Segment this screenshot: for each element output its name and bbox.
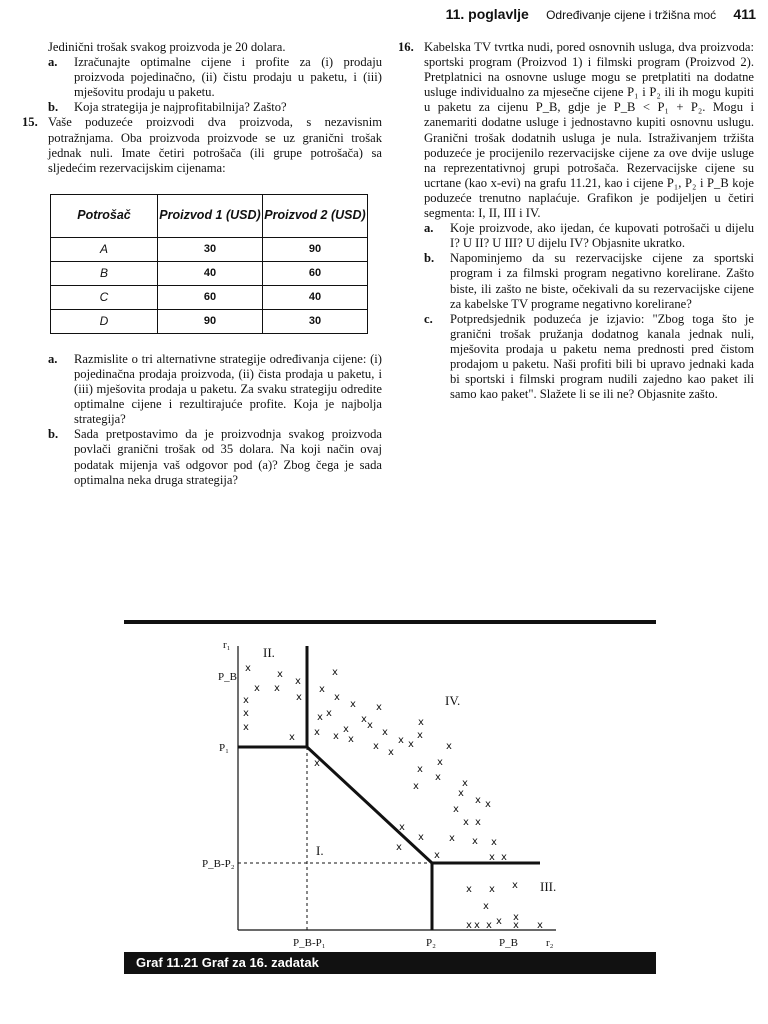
reservation-price-marker: x [388,747,394,758]
item-label: b. [424,251,435,266]
reservation-price-marker: x [512,880,518,891]
reservation-price-marker: x [417,730,423,741]
reservation-price-marker: x [332,667,338,678]
reservation-price-marker: x [254,683,260,694]
table-row [51,237,368,261]
reservation-price-marker: x [418,717,424,728]
item-label: a. [48,55,58,70]
reservation-price-marker: x [243,695,249,706]
table-cell: A [51,237,158,261]
question-16a-text: Koje proizvode, ako ijedan, će kupovati potrošači u dijelu I? U II? U III? U dijelu IV? Objasnite ukratko. [450,221,754,251]
reservation-price-marker: x [446,741,452,752]
chapter-label: 11. poglavlje [445,6,529,22]
question-16-text: Kabelska TV tvrtka nudi, pored osnovnih usluga, dva proizvoda: sportski program (Proizvod 1) i filmski program (Proizvod 2). Pretplatnici na osnovne usluge mogu se pretplatiti na dodatne usluge individualno za mjesečne cijene P₁ i P₂ ili ih mogu kupiti u paketu za cijenu P_B, gdje je P_B < P₁ + P₂. Mogu i zanemariti dodatne usluge i jednostavno kupiti osnovnu uslugu. Granični trošak dodatnih usluga je nula. Istraživanjem tržišta poduzeće je procijenilo rezervacijske cijene za ove dvije usluge na reprezentativnoj grupi potrošača. Rezervacijske cijene su ucrtane (kao x-evi) na grafu 11.21, kao i cijene P₁, P₂ i P_B koje poduzeće trenutno naplaćuje. Grafikon je podijeljen u četiri segmenta: I, II, III i IV. [424,40,754,221]
reservation-price-marker: x [434,850,440,861]
y-tick-pb-p2: P_B-P₂ [202,858,235,870]
reservation-price-marker: x [475,795,481,806]
table-cell: 40 [158,261,263,285]
item-label: b. [48,100,59,115]
right-column [398,40,754,402]
question-16b-text: Napominjemo da su rezervacijske cijene za sportski program i za filmski program negativno korelirane. Zašto biste, ili zašto ne biste, očekivali da su rezervacijske cijene za kabelske TV programe negativno korelirane? [450,251,754,311]
y-tick-pb: P_B [218,671,237,683]
question-15a-text: Razmislite o tri alternativne strategije određivanja cijene: (i) pojedinačna prodaja proizvoda, (ii) čista prodaja u paketu, i (iii) mješovita prodaja u paketu. Za svaku strategiju odredite optimalne cijene i rezultirajuće profite. Koja je najbolja strategija? [74,351,382,427]
reservation-price-marker: x [491,837,497,848]
question-number: 16. [398,40,414,54]
reservation-price-marker: x [326,708,332,719]
reservation-price-marker: x [475,817,481,828]
left-column [22,40,382,488]
reservation-price-marker: x [463,817,469,828]
reservation-price-marker: x [472,836,478,847]
reservation-price-marker: x [466,920,472,931]
table-cell: C [51,285,158,309]
boundary-bundle [307,747,432,863]
reservation-price-marker: x [296,692,302,703]
reservation-price-table [50,194,368,334]
reservation-price-marker: x [243,708,249,719]
reservation-price-marker: x [398,735,404,746]
reservation-price-marker: x [474,920,480,931]
region-label-1: I. [316,843,324,858]
table-cell: D [51,309,158,333]
reservation-price-marker: x [513,912,519,923]
table-cell: 90 [158,309,263,333]
question-15 [22,115,382,175]
region-label-2: II. [263,645,275,660]
y-tick-p1: P₁ [219,742,229,754]
table-header: Proizvod 1 (USD) [158,194,263,237]
reservation-price-marker: x [245,663,251,674]
reservation-price-marker: x [466,884,472,895]
reservation-price-marker: x [314,758,320,769]
table-cell: 40 [263,285,368,309]
question-14a-text: Izračunajte optimalne cijene i profite za (i) prodaju proizvoda pojedinačno, (ii) čistu prodaju u paketu, i (iii) mješovitu prodaju u paketu. [74,55,382,100]
table-row [51,261,368,285]
reservation-price-marker: x [486,920,492,931]
reservation-price-marker: x [413,781,419,792]
section-title: Određivanje cijene i tržišna moć [546,8,717,22]
table-header: Potrošač [51,194,158,237]
reservation-price-marker: x [319,684,325,695]
figure-caption: Graf 11.21 Graf za 16. zadatak [124,952,656,974]
reservation-price-marker: x [485,799,491,810]
question-14b-text: Koja strategija je najprofitabilnija? Zašto? [74,100,287,115]
item-label: b. [48,427,59,442]
reservation-price-marker: x [343,724,349,735]
reservation-price-marker: x [350,699,356,710]
table-cell: 60 [263,261,368,285]
table-cell: 90 [263,237,368,261]
region-label-3: III. [540,879,557,894]
reservation-price-marker: x [399,822,405,833]
table-header: Proizvod 2 (USD) [263,194,368,237]
question-15b-text: Sada pretpostavimo da je proizvodnja svakog proizvoda povlači granični trošak od 35 dolara. Na koji način ovaj podatak mijenja vaš odgovor pod (a)? Zbog čega je sada optimalna neka druga strategija? [74,427,382,487]
table-cell: 60 [158,285,263,309]
question-14a [22,55,382,100]
reservation-price-marker: x [501,852,507,863]
reservation-price-marker: x [376,702,382,713]
intro-line: Jedinični trošak svakog proizvoda je 20 dolara. [48,40,286,54]
reservation-price-marker: x [489,884,495,895]
reservation-price-marker: x [314,727,320,738]
page-header [446,6,756,23]
table-cell: 30 [158,237,263,261]
table-row [51,309,368,333]
reservation-price-marker: x [435,772,441,783]
reservation-price-marker: x [295,676,301,687]
question-15a [22,352,382,427]
reservation-price-marker: x [367,720,373,731]
reservation-price-marker: x [483,901,489,912]
question-number: 15. [22,115,38,130]
reservation-price-marker: x [277,669,283,680]
reservation-price-marker: x [513,920,519,931]
reservation-price-marker: x [449,833,455,844]
reservation-price-marker: x [317,712,323,723]
reservation-price-graph [0,630,768,950]
reservation-price-marker: x [462,778,468,789]
x-axis-label: r₂ [546,937,554,949]
question-16a [398,221,754,251]
table-row [51,285,368,309]
question-16c [398,312,754,403]
reservation-price-marker: x [418,832,424,843]
reservation-price-marker: x [396,842,402,853]
reservation-price-marker: x [289,732,295,743]
reservation-price-marker: x [373,741,379,752]
y-axis-label: r₁ [223,639,231,651]
item-label: c. [424,311,433,326]
reservation-price-marker: x [382,727,388,738]
page-number: 411 [733,6,756,22]
question-16c-text: Potpredsjednik poduzeća je izjavio: "Zbog toga što je granični trošak pružanja dodatnog kanala jednak nuli, mješovita prodaja u paketu nema prednosti pred čistom prodajom u paketu. Naši profiti bili bi upravo jednaki kada bi sportski i filmski program nudili zajedno kao paket ili samo kao paket". Slažete li se ili ne? Objasnite zašto. [450,311,754,402]
question-15b [22,427,382,487]
reservation-price-marker: x [537,920,543,931]
reservation-price-marker: x [417,764,423,775]
reservation-markers [243,663,543,931]
x-tick-pb: P_B [499,937,518,949]
item-label: a. [48,351,58,366]
reservation-price-marker: x [334,692,340,703]
reservation-price-marker: x [348,734,354,745]
reservation-price-marker: x [489,852,495,863]
reservation-price-marker: x [408,739,414,750]
reservation-price-marker: x [361,714,367,725]
item-label: a. [424,221,434,236]
reservation-price-marker: x [453,804,459,815]
x-tick-p2: P₂ [426,937,436,949]
reservation-price-marker: x [274,683,280,694]
reservation-price-marker: x [458,788,464,799]
table-header-row [51,194,368,237]
reservation-price-marker: x [333,731,339,742]
reservation-price-marker: x [243,722,249,733]
x-tick-pb-p1: P_B-P₁ [293,937,326,949]
question-15-text: Vaše poduzeće proizvodi dva proizvoda, s nezavisnim potražnjama. Oba proizvoda proizvode se uz granični trošak jednak nuli. Imate četiri potrošača (ili grupe potrošača) sa sljedećim rezervacijskim cijenama: [48,115,382,175]
table-cell: 30 [263,309,368,333]
reservation-price-marker: x [496,916,502,927]
question-16 [398,40,754,221]
region-label-4: IV. [445,693,461,708]
question-16b [398,251,754,311]
figure-top-rule [124,620,656,624]
table-cell: B [51,261,158,285]
reservation-price-marker: x [437,757,443,768]
question-14b [22,100,382,115]
